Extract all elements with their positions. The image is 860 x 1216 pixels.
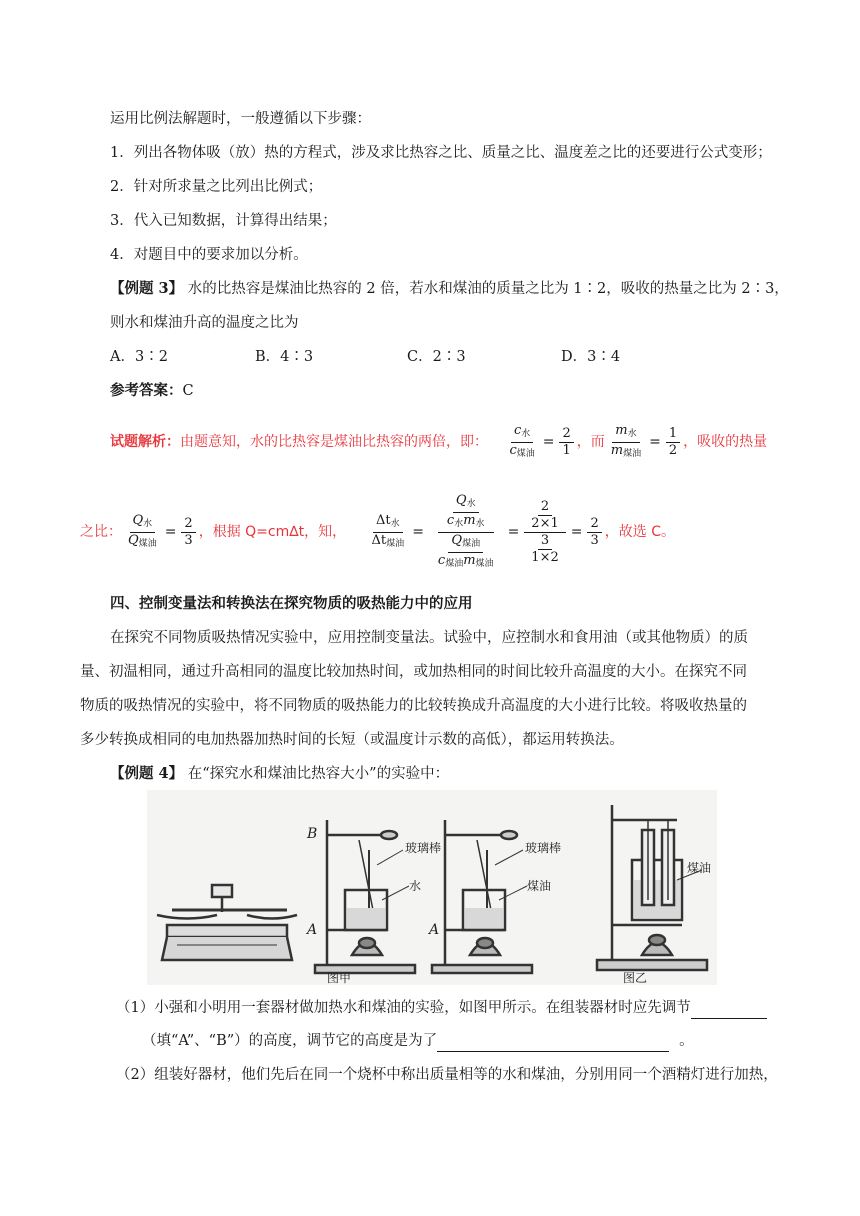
section4-para-2: 量、初温相同，通过升高相同的温度比较加热时间，或加热相同的时间比较升高温度的大小。在探究不同 [80, 664, 747, 680]
q1-blank-1[interactable] [691, 1002, 767, 1019]
step-2: 2．针对所求量之比列出比例式； [110, 179, 323, 195]
section4-para-3: 物质的吸热情况的实验中，将不同物质的吸热能力的比较转换成升高温度的大小进行比较。将吸收热量的 [80, 698, 747, 714]
example4-tag: 【例题 4】 [110, 765, 184, 782]
q1-line2: （填“A”、“B”）的高度，调节它的高度是为了 。 [142, 1030, 694, 1052]
c-ratio-fraction: $\frac{c_水}{c_{煤油}}$ [509, 422, 535, 459]
example4-line [110, 763, 449, 785]
ratio-label: 之比： [80, 524, 122, 540]
choose-text: ，故选 C。 [604, 524, 675, 540]
svg-text:A: A [307, 922, 318, 938]
q2-line1: （2）组装好器材，他们先后在同一个烧杯中称出质量相等的水和煤油，分别用同一个酒精灯进行加热， [116, 1067, 778, 1083]
svg-text:水: 水 [409, 879, 422, 893]
q-ratio-fraction: $\frac{Q_水}{Q_{煤油}}$ [128, 512, 157, 549]
answer-label: 参考答案： [110, 382, 183, 399]
analysis-text: 由题意知，水的比热容是煤油比热容的两倍，即： [180, 434, 488, 450]
svg-text:图乙: 图乙 [623, 971, 648, 985]
analysis-line-1: 试题解析：由题意知，水的比热容是煤油比热容的两倍，即： $\frac{c_水}{c_{煤油}}$ = $\frac{2}{1}$ ，而 $\frac{m_水}{m_{煤油}}$ = $\frac{1}{2}$ ，吸收的热量 [110, 422, 767, 462]
step-4: 4．对题目中的要求加以分析。 [110, 247, 308, 263]
two-over-three: $\frac{2}{3}$ [181, 516, 195, 549]
svg-text:A: A [429, 922, 440, 938]
svg-text:玻璃棒: 玻璃棒 [525, 841, 562, 855]
option-a: A．3∶2 [110, 349, 168, 365]
heat-text: ，吸收的热量 [683, 434, 768, 450]
section4-para-1: 在探究不同物质吸热情况实验中，应用控制变量法。试验中，应控制水和食用油（或其他物质）的质 [110, 630, 748, 646]
analysis-line-2: 之比： $\frac{Q_水}{Q_{煤油}}$ = $\frac{2}{3}$ ，根据 Q=cm∆t，知， $\frac{\Delta t_水}{\Delta t_{煤油}}$ = $\frac{\frac{Q_水}{c_水m_水}}{\frac{Q_{煤油}}{c_{煤油}m_{煤油}}}$ = $\frac{\frac{2}{2\times 1}}{\frac{3}{1\times 2}}$ = $\frac{2}{3}$ ，故选 C。 [80, 484, 675, 580]
example3-line2: 则水和煤油升高的温度之比为 [110, 315, 299, 331]
option-b: B．4∶3 [255, 349, 314, 365]
example4-text: 在“探究水和煤油比热容大小”的实验中： [187, 766, 450, 782]
experiment-apparatus-image [147, 790, 717, 985]
step-1: 1．列出各物体吸（放）热的方程式，涉及求比热容之比、质量之比、温度差之比的还要进行公式变形； [110, 145, 772, 161]
example3-line1 [110, 278, 789, 300]
svg-text:煤油: 煤油 [687, 861, 712, 875]
steps-intro: 运用比例法解题时，一般遵循以下步骤： [110, 111, 371, 127]
result-two-over-three: $\frac{2}{3}$ [587, 516, 601, 549]
example3-text1: 水的比热容是煤油比热容的 2 倍，若水和煤油的质量之比为 1∶2，吸收的热量之比为 2∶3， [187, 281, 789, 297]
svg-text:煤油: 煤油 [527, 879, 552, 893]
compound-fraction: $\frac{\frac{Q_水}{c_水m_水}}{\frac{Q_{煤油}}{c_{煤油}m_{煤油}}}$ [437, 492, 494, 569]
step-3: 3．代入已知数据，计算得出结果； [110, 213, 337, 229]
answer-line [110, 380, 194, 402]
dt-ratio-fraction: $\frac{\Delta t_水}{\Delta t_{煤油}}$ [371, 512, 405, 549]
example3-tag: 【例题 3】 [110, 280, 184, 297]
option-d: D．3∶4 [561, 349, 621, 365]
and-text: ，而 [576, 434, 605, 450]
svg-text:B: B [307, 826, 318, 842]
answer-value: C [182, 383, 194, 399]
formula-text: ，根据 Q=cm∆t，知， [198, 524, 347, 540]
option-c: C．2∶3 [407, 349, 466, 365]
svg-text:玻璃棒: 玻璃棒 [405, 841, 442, 855]
experiment-figure [147, 790, 717, 985]
numeric-compound-fraction: $\frac{\frac{2}{2\times 1}}{\frac{3}{1\times 2}}$ [524, 499, 565, 566]
q1-blank-2[interactable] [437, 1035, 669, 1052]
two-over-one: $\frac{2}{1}$ [559, 426, 573, 459]
svg-text:图甲: 图甲 [327, 971, 352, 985]
section4-heading: 四、控制变量法和转换法在探究物质的吸热能力中的应用 [110, 595, 473, 612]
section4-para-4: 多少转换成相同的电加热器加热时间的长短（或温度计示数的高低），都运用转换法。 [80, 732, 624, 748]
analysis-label: 试题解析： [110, 434, 180, 450]
one-over-two: $\frac{1}{2}$ [666, 426, 680, 459]
q1-line1: （1）小强和小明用一套器材做加热水和煤油的实验，如图甲所示。在组装器材时应先调节 [116, 997, 767, 1019]
m-ratio-fraction: $\frac{m_水}{m_{煤油}}$ [610, 422, 642, 459]
